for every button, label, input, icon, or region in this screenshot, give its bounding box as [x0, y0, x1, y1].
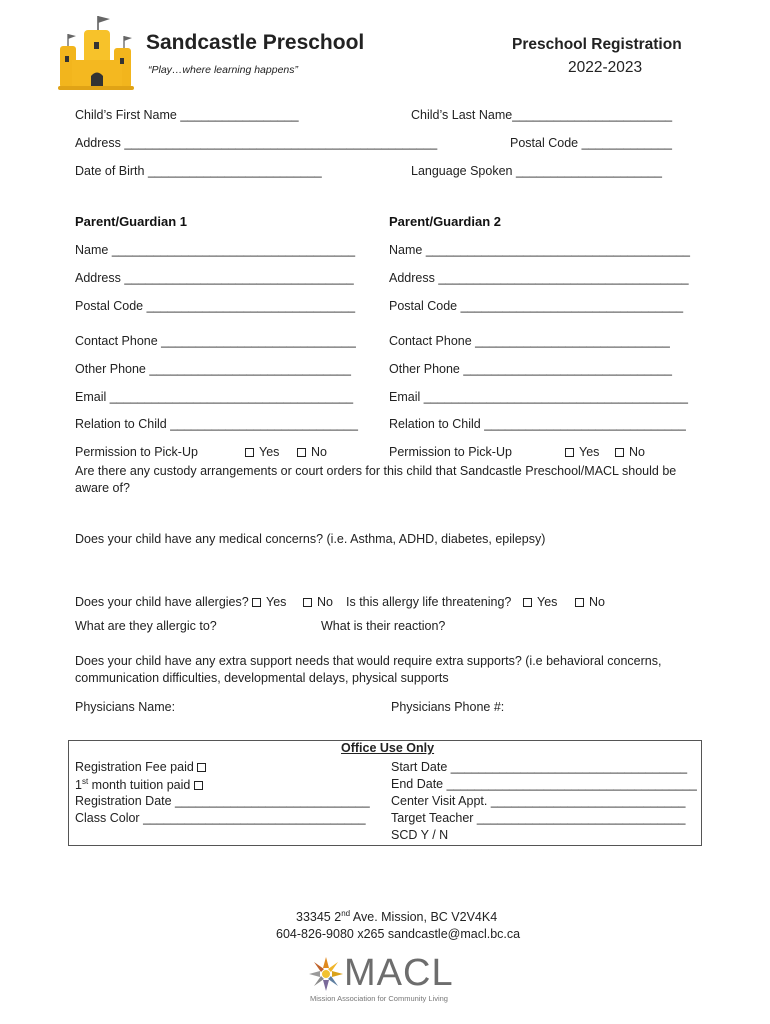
guardian2-email-field[interactable]: Email ______________________________________ — [389, 390, 688, 404]
guardian1-email-field[interactable]: Email ___________________________________ — [75, 390, 354, 404]
child-last-name-field[interactable]: Child’s Last Name_______________________ — [411, 108, 673, 122]
guardian2-address-field[interactable]: Address ____________________________________ — [389, 271, 689, 285]
checkbox-icon[interactable] — [303, 598, 312, 607]
checkbox-icon[interactable] — [575, 598, 584, 607]
guardian1-relation-field[interactable]: Relation to Child ___________________________ — [75, 417, 358, 431]
registration-fee-paid[interactable]: Registration Fee paid — [75, 760, 211, 774]
class-color-field[interactable]: Class Color ________________________________ — [75, 811, 366, 825]
macl-logo-subtitle: Mission Association for Community Living — [310, 994, 448, 1003]
start-date-field[interactable]: Start Date __________________________________ — [391, 760, 688, 774]
checkbox-icon[interactable] — [252, 598, 261, 607]
threatening-no[interactable]: No — [575, 595, 605, 609]
guardian1-pickup-yes[interactable]: Yes — [245, 445, 279, 459]
reaction-label: What is their reaction? — [321, 619, 446, 633]
physician-name-label: Physicians Name: — [75, 700, 176, 714]
form-title: Preschool Registration — [512, 36, 682, 53]
checkbox-icon[interactable] — [297, 448, 306, 457]
allergies-no[interactable]: No — [303, 595, 333, 609]
medical-question: Does your child have any medical concerns? (i.e. Asthma, ADHD, diabetes, epilepsy) — [75, 532, 546, 546]
guardian1-name-field[interactable]: Name ___________________________________ — [75, 243, 356, 257]
guardian2-name-field[interactable]: Name ______________________________________ — [389, 243, 690, 257]
child-language-field[interactable]: Language Spoken _____________________ — [411, 164, 662, 178]
school-name: Sandcastle Preschool — [146, 31, 365, 54]
tagline: “Play…where learning happens” — [148, 64, 298, 76]
guardian1-heading: Parent/Guardian 1 — [75, 214, 187, 229]
tuition-paid[interactable]: 1st month tuition paid — [75, 777, 208, 792]
allergic-to-label: What are they allergic to? — [75, 619, 217, 633]
macl-logo-text: MACL — [344, 952, 454, 994]
guardian2-pickup-no[interactable]: No — [615, 445, 645, 459]
guardian1-other-phone-field[interactable]: Other Phone _____________________________ — [75, 362, 351, 376]
guardian1-pickup-no[interactable]: No — [297, 445, 327, 459]
threatening-question: Is this allergy life threatening? — [346, 595, 512, 609]
guardian2-pickup-label: Permission to Pick-Up — [389, 445, 512, 459]
checkbox-icon[interactable] — [194, 781, 203, 790]
custody-question: Are there any custody arrangements or court orders for this child that Sandcastle Preschool/MACL should be aware of? — [75, 464, 677, 495]
support-question: Does your child have any extra support needs that would require extra supports? (i.e behavioral concerns, communication difficulties, developmental delays, physical supports — [75, 654, 662, 685]
checkbox-icon[interactable] — [197, 763, 206, 772]
guardian2-pickup-yes[interactable]: Yes — [565, 445, 599, 459]
guardian1-contact-phone-field[interactable]: Contact Phone ____________________________ — [75, 334, 356, 348]
sandcastle-logo — [52, 12, 138, 92]
registration-date-field[interactable]: Registration Date ____________________________ — [75, 794, 370, 808]
scd-field[interactable]: SCD Y / N — [391, 828, 449, 842]
center-visit-field[interactable]: Center Visit Appt. ____________________________ — [391, 794, 686, 808]
footer-contact: 604-826-9080 x265 sandcastle@macl.bc.ca — [276, 927, 521, 941]
child-postal-code-field[interactable]: Postal Code _____________ — [510, 136, 672, 150]
threatening-yes[interactable]: Yes — [523, 595, 557, 609]
guardian2-heading: Parent/Guardian 2 — [389, 214, 501, 229]
guardian2-contact-phone-field[interactable]: Contact Phone ____________________________ — [389, 334, 670, 348]
guardian2-relation-field[interactable]: Relation to Child _____________________________ — [389, 417, 686, 431]
guardian1-address-field[interactable]: Address _________________________________ — [75, 271, 354, 285]
macl-star-icon — [306, 955, 346, 993]
checkbox-icon[interactable] — [245, 448, 254, 457]
checkbox-icon[interactable] — [565, 448, 574, 457]
guardian1-pickup-label: Permission to Pick-Up — [75, 445, 198, 459]
child-first-name-field[interactable]: Child’s First Name _________________ — [75, 108, 299, 122]
physician-phone-label: Physicians Phone #: — [391, 700, 505, 714]
guardian2-postal-field[interactable]: Postal Code ________________________________ — [389, 299, 684, 313]
child-dob-field[interactable]: Date of Birth _________________________ — [75, 164, 322, 178]
allergies-question: Does your child have allergies? — [75, 595, 249, 609]
child-address-field[interactable]: Address _____________________________________________ — [75, 136, 438, 150]
checkbox-icon[interactable] — [523, 598, 532, 607]
target-teacher-field[interactable]: Target Teacher ______________________________ — [391, 811, 686, 825]
guardian1-postal-field[interactable]: Postal Code ______________________________ — [75, 299, 356, 313]
checkbox-icon[interactable] — [615, 448, 624, 457]
footer-address: 33345 2nd Ave. Mission, BC V2V4K4 — [296, 909, 498, 925]
guardian2-other-phone-field[interactable]: Other Phone ______________________________ — [389, 362, 672, 376]
office-use-box — [68, 740, 702, 846]
office-use-title: Office Use Only — [341, 741, 435, 755]
end-date-field[interactable]: End Date ____________________________________ — [391, 777, 697, 791]
allergies-yes[interactable]: Yes — [252, 595, 286, 609]
school-year: 2022-2023 — [568, 59, 643, 76]
